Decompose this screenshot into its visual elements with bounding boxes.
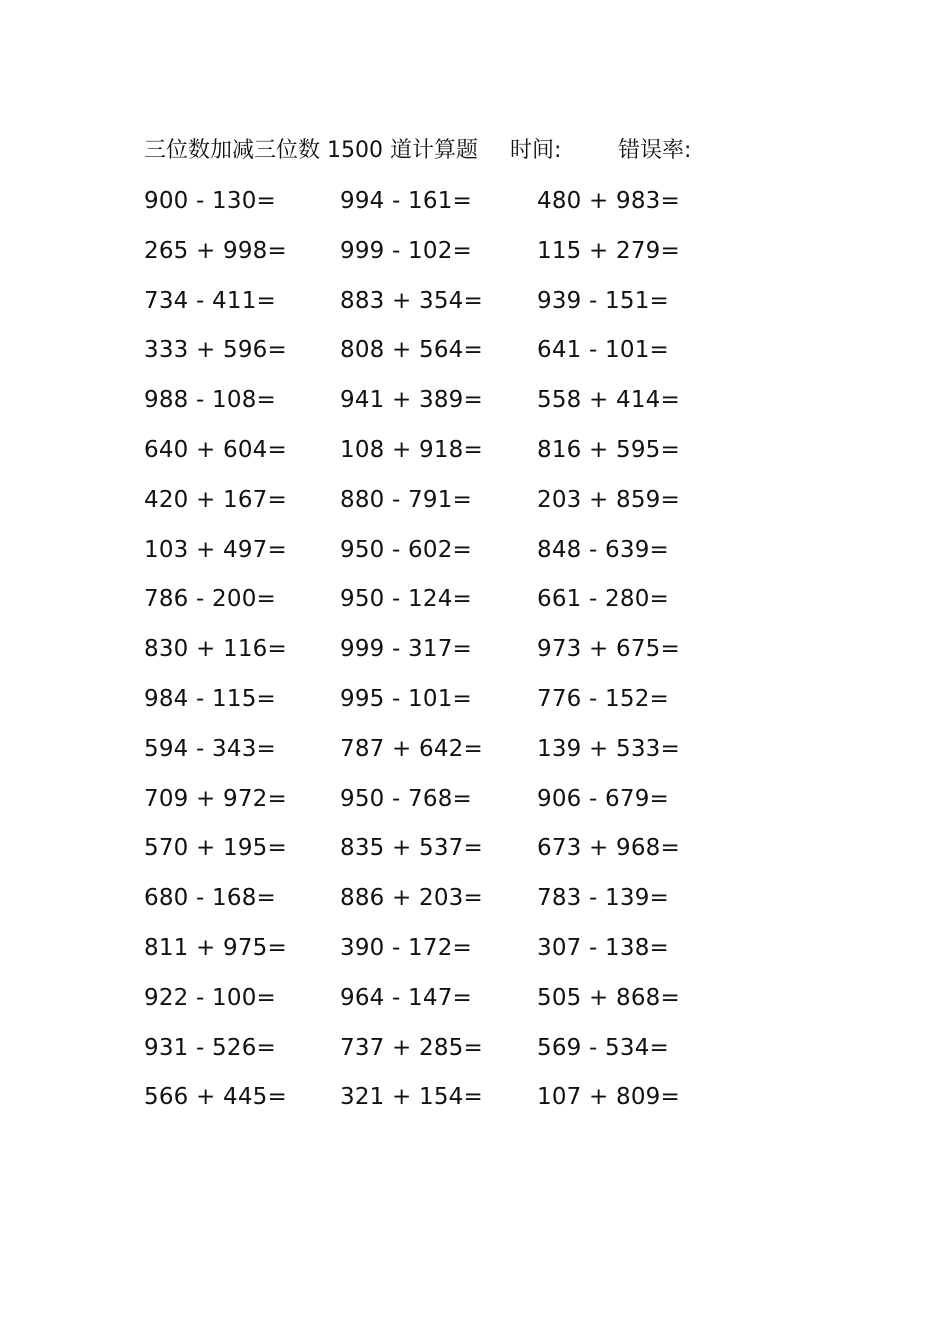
problem-cell: 103 + 497= <box>144 536 287 563</box>
worksheet-title: 三位数加减三位数 1500 道计算题 <box>144 138 478 163</box>
problem-cell: 941 + 389= <box>340 387 483 414</box>
problem-row <box>144 330 764 380</box>
problem-row <box>144 430 764 480</box>
problem-row <box>144 928 764 978</box>
problem-cell: 673 + 968= <box>537 835 680 862</box>
problem-cell: 994 - 161= <box>340 188 472 214</box>
problem-cell: 816 + 595= <box>537 436 680 463</box>
problem-cell: 420 + 167= <box>144 486 287 513</box>
problem-cell: 641 - 101= <box>537 337 669 364</box>
problem-cell: 570 + 195= <box>144 835 287 862</box>
problem-cell: 995 - 101= <box>340 685 472 712</box>
problem-cell: 950 - 602= <box>340 536 472 563</box>
problem-cell: 737 + 285= <box>340 1034 483 1061</box>
problem-cell: 922 - 100= <box>144 984 276 1011</box>
problem-cell: 558 + 414= <box>537 387 680 414</box>
problem-cell: 569 - 534= <box>537 1034 669 1061</box>
problem-cell: 203 + 859= <box>537 486 680 513</box>
problem-row <box>144 1028 764 1078</box>
problem-cell: 939 - 151= <box>537 287 669 314</box>
problem-row <box>144 530 764 580</box>
problem-cell: 505 + 868= <box>537 984 680 1011</box>
problem-row <box>144 281 764 331</box>
problem-row <box>144 579 764 629</box>
time-label: 时间: <box>510 138 562 163</box>
problem-row <box>144 878 764 928</box>
problem-cell: 900 - 130= <box>144 188 276 214</box>
problem-cell: 984 - 115= <box>144 685 276 712</box>
problem-cell: 964 - 147= <box>340 984 472 1011</box>
problem-cell: 835 + 537= <box>340 835 483 862</box>
problem-cell: 848 - 639= <box>537 536 669 563</box>
problem-row <box>144 231 764 281</box>
problem-cell: 680 - 168= <box>144 885 276 912</box>
error-rate-label: 错误率: <box>618 138 692 163</box>
problem-row <box>144 1077 764 1127</box>
problem-cell: 973 + 675= <box>537 636 680 663</box>
problem-row <box>144 629 764 679</box>
problem-row <box>144 181 764 231</box>
problem-cell: 307 - 138= <box>537 934 669 961</box>
problem-cell: 999 - 102= <box>340 237 472 264</box>
problem-cell: 734 - 411= <box>144 287 276 314</box>
problem-cell: 787 + 642= <box>340 735 483 762</box>
problem-cell: 883 + 354= <box>340 287 483 314</box>
problem-cell: 830 + 116= <box>144 636 287 663</box>
problem-cell: 786 - 200= <box>144 586 276 613</box>
problem-cell: 886 + 203= <box>340 885 483 912</box>
problem-cell: 107 + 809= <box>537 1084 680 1111</box>
problem-cell: 333 + 596= <box>144 337 287 364</box>
problem-row <box>144 729 764 779</box>
problem-cell: 661 - 280= <box>537 586 669 613</box>
problem-cell: 880 - 791= <box>340 486 472 513</box>
problem-cell: 321 + 154= <box>340 1084 483 1111</box>
problem-row <box>144 480 764 530</box>
problem-row <box>144 779 764 829</box>
problem-cell: 783 - 139= <box>537 885 669 912</box>
problem-row <box>144 978 764 1028</box>
problem-cell: 115 + 279= <box>537 237 680 264</box>
problem-row <box>144 679 764 729</box>
problem-cell: 566 + 445= <box>144 1084 287 1111</box>
problem-cell: 139 + 533= <box>537 735 680 762</box>
problem-row <box>144 380 764 430</box>
problem-cell: 906 - 679= <box>537 785 669 812</box>
problem-cell: 480 + 983= <box>537 188 680 214</box>
problem-cell: 931 - 526= <box>144 1034 276 1061</box>
problem-cell: 999 - 317= <box>340 636 472 663</box>
problem-cell: 950 - 768= <box>340 785 472 812</box>
problem-cell: 108 + 918= <box>340 436 483 463</box>
problem-cell: 988 - 108= <box>144 387 276 414</box>
problem-cell: 594 - 343= <box>144 735 276 762</box>
problem-cell: 640 + 604= <box>144 436 287 463</box>
problem-grid <box>144 181 764 1127</box>
problem-cell: 811 + 975= <box>144 934 287 961</box>
problem-row <box>144 828 764 878</box>
problem-cell: 950 - 124= <box>340 586 472 613</box>
problem-cell: 390 - 172= <box>340 934 472 961</box>
problem-cell: 808 + 564= <box>340 337 483 364</box>
problem-cell: 776 - 152= <box>537 685 669 712</box>
problem-cell: 709 + 972= <box>144 785 287 812</box>
problem-cell: 265 + 998= <box>144 237 287 264</box>
